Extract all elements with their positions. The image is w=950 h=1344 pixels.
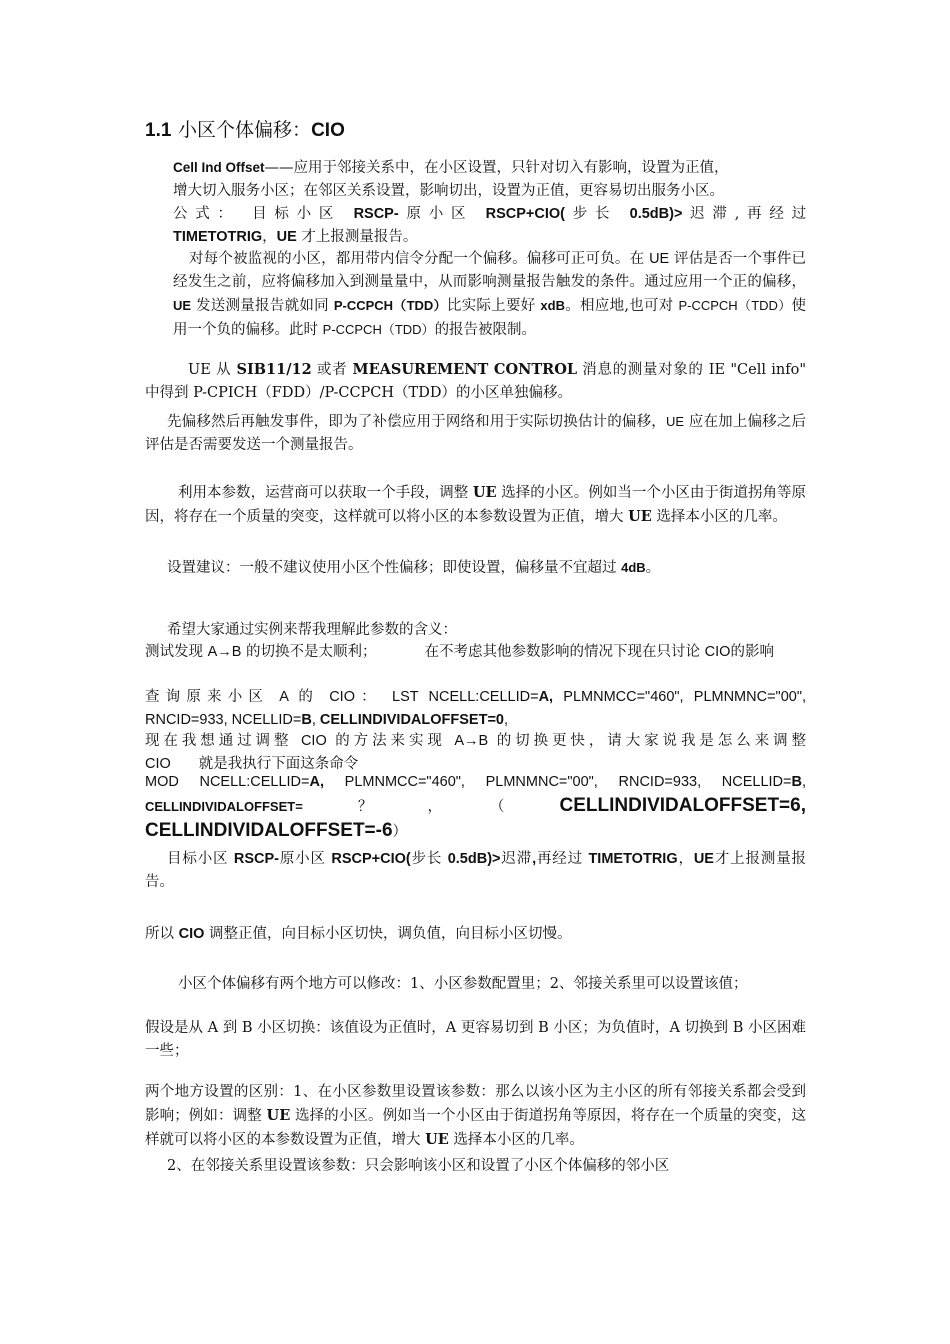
- paragraph-mod-command: MOD NCELL:CELLID=A, PLMNMCC="460", PLMNMNC="00", RNCID=933, NCELLID=B, CELLINDIVIDALOFFSET=？，（CELLINDIVIDALOFFSET=6, CELLINDIVIDALOFFSET=-6）: [145, 774, 806, 841]
- formula-line: 公式： 目标小区 RSCP-原小区 RSCP+CIO(步长 0.5dB)>迟滞,再经过: [173, 206, 807, 222]
- section-title-code: CIO: [311, 120, 345, 141]
- paragraph-difference: 两个地方设置的区别：1、在小区参数里设置该参数：那么以该小区为主小区的所有邻接关系都会受到影响；例如：调整 UE 选择的小区。例如当一个小区由于街道拐角等原因，将存在一个质量的突变，这样就可以将小区的本参数设置为正值，增大 UE 选择本小区的几率。: [145, 1084, 806, 1148]
- paragraph-evaluate: 先偏移然后再触发事件，即为了补偿应用于网络和用于实际切换估计的偏移，UE 应在加上偏移之后评估是否需要发送一个测量报告。: [145, 414, 807, 453]
- section-number: 1.1: [145, 120, 172, 141]
- paragraph-operator: 利用本参数，运营商可以获取一个手段，调整 UE 选择的小区。例如当一个小区由于街道拐角等原因，将存在一个质量的突变，这样就可以将小区的本参数设置为正值，增大 UE 选择本小区的几率。: [145, 484, 807, 525]
- paragraph-offset-explanation: 对每个被监视的小区，都用带内信令分配一个偏移。偏移可正可负。在 UE 评估是否一个事件已经发生之前，应将偏移加入到测量量中，从而影响测量报告触发的条件。通过应用一个正的偏移，UE 发送测量报告就如同 P-CCPCH（TDD）比实际上要好 xdB。相应地,也可对 P-CCPCH（TDD）使用一个负的偏移。此时 P-CCPCH（TDD）的报告被限制。: [173, 251, 807, 338]
- paragraph-formula-repeat: 目标小区 RSCP-原小区 RSCP+CIO(步长 0.5dB)>迟滞,再经过 TIMETOTRIG，UE才上报测量报告。: [145, 851, 807, 890]
- paragraph-conclusion: 所以 CIO 调整正值，向目标小区切快，调负值，向目标小区切慢。: [145, 926, 572, 942]
- paragraph-neighbor-setting: 2、在邻接关系里设置该参数：只会影响该小区和设置了小区个体偏移的邻小区: [167, 1158, 670, 1174]
- paragraph-cell-ind-offset: Cell Ind Offset——应用于邻接关系中，在小区设置，只针对切入有影响，设置为正值， 增大切入服务小区；在邻区关系设置，影响切出，设置为正值，更容易切出服务小区。 公式： 目标小区 RSCP-原小区 RSCP+CIO(步长 0.5dB)>迟滞,再经过 TIMETOTRIG，UE 才上报测量报告。: [173, 160, 807, 245]
- paragraph-query-original: 查询原来小区 A 的 CIO： LST NCELL:CELLID=A, PLMNMCC="460", PLMNMNC="00", RNCID=933, NCELLID=B, CELLINDIVIDALOFFSET=0,: [145, 689, 806, 728]
- paragraph-test-found: 测试发现 A→B 的切换不是太顺利； 在不考虑其他参数影响的情况下现在只讨论 CIO的影响: [145, 644, 774, 660]
- paragraph-suggestion: 设置建议：一般不建议使用小区个性偏移；即使设置，偏移量不宜超过 4dB。: [167, 560, 661, 576]
- paragraph-sib: UE 从 SIB11/12 或者 MEASUREMENT CONTROL 消息的测量对象的 IE "Cell info" 中得到 P-CPICH（FDD）/P-CCPCH（TDD）的小区单独偏移。: [145, 361, 806, 401]
- paragraph-adjust: 现在我想通过调整 CIO 的方法来实现 A→B 的切换更快，请大家说我是怎么来调整 CIO 就是我执行下面这条命令: [145, 733, 807, 772]
- section-title-cn: 小区个体偏移：: [178, 119, 312, 141]
- paragraph-two-places: 小区个体偏移有两个地方可以修改：1、小区参数配置里；2、邻接关系里可以设置该值；: [178, 976, 748, 992]
- section-heading: [145, 115, 345, 142]
- paragraph-hope: 希望大家通过实例来帮我理解此参数的含义：: [167, 622, 457, 638]
- paragraph-assume: 假设是从 A 到 B 小区切换：该值设为正值时，A 更容易切到 B 小区；为负值时，A 切换到 B 小区困难一些；: [145, 1020, 806, 1059]
